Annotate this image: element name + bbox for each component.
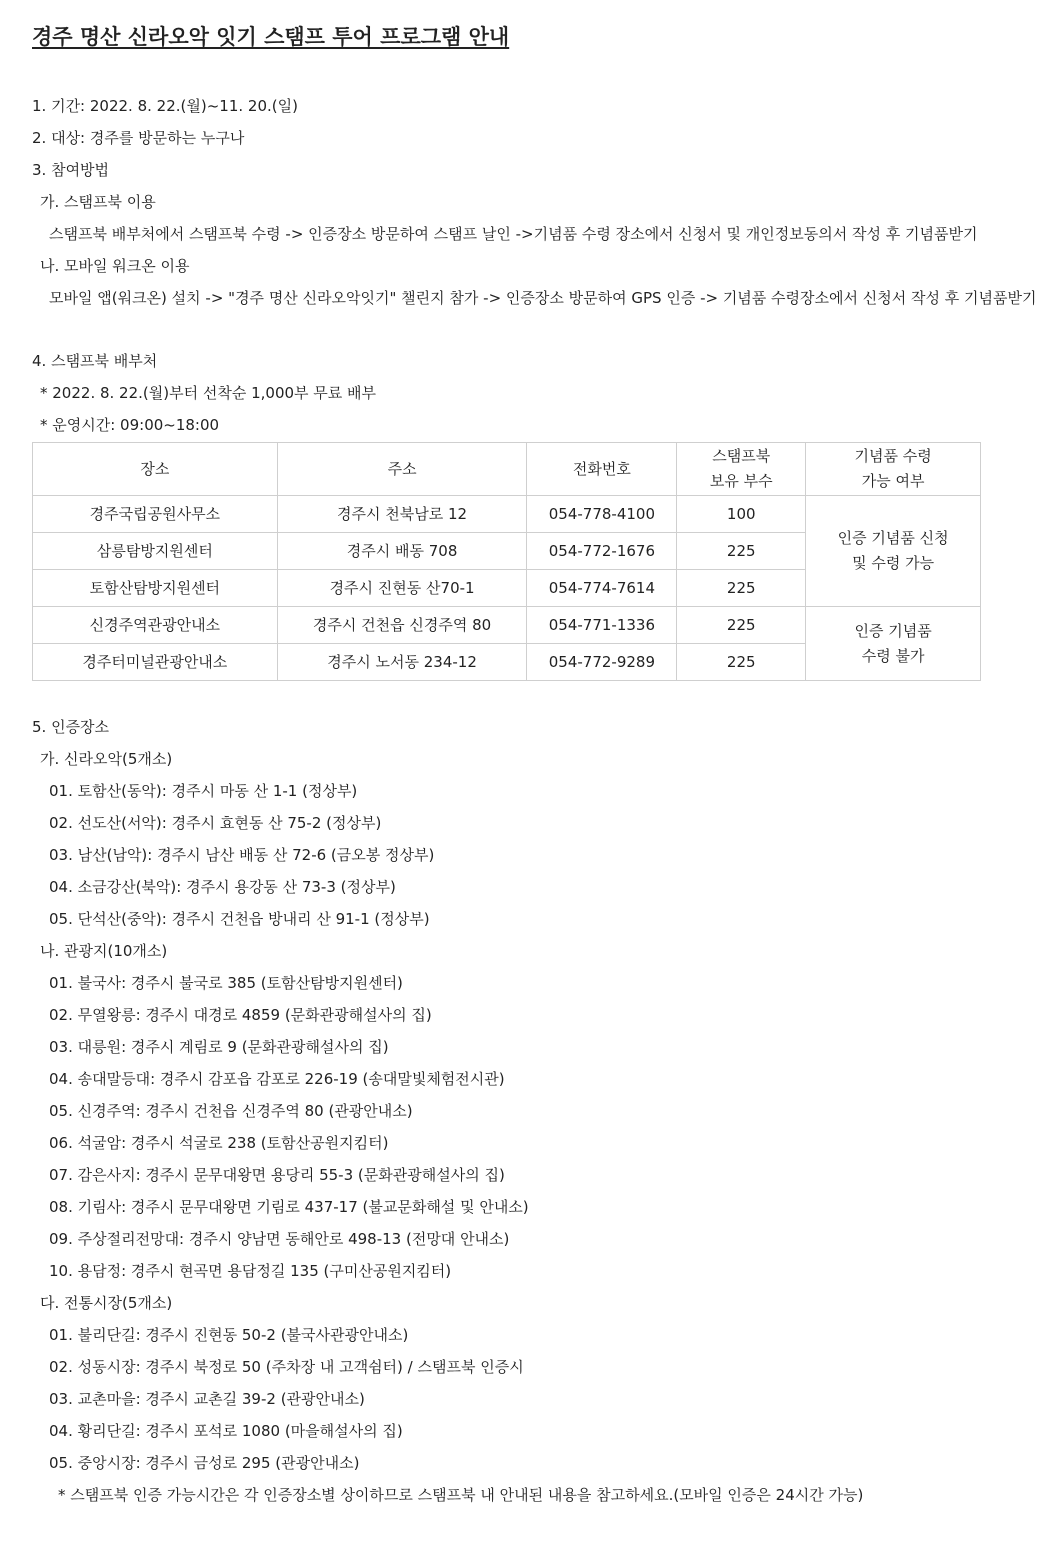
col-header-place: 장소 [33,443,278,496]
list-item: 08. 기림사: 경주시 문무대왕면 기림로 437-17 (불교문화해설 및 안내소) [49,1198,529,1216]
target-line: 2. 대상: 경주를 방문하는 누구나 [32,129,245,147]
cell-place: 경주터미널관광안내소 [33,644,278,681]
period-line: 1. 기간: 2022. 8. 22.(월)~11. 20.(일) [32,97,298,115]
list-item: 10. 용담정: 경주시 현곡면 용담정길 135 (구미산공원지킴터) [49,1262,452,1280]
list-item: 05. 단석산(중악): 경주시 건천읍 방내리 산 91-1 (정상부) [49,910,430,928]
list-item: 02. 선도산(서악): 경주시 효현동 산 75-2 (정상부) [49,814,382,832]
list-item: 01. 토함산(동악): 경주시 마동 산 1-1 (정상부) [49,782,358,800]
list-item: 01. 불리단길: 경주시 진현동 50-2 (불국사관광안내소) [49,1326,409,1344]
cell-stock: 100 [677,496,806,533]
list-item: 01. 불국사: 경주시 불국로 385 (토함산탐방지원센터) [49,974,403,992]
participation-heading: 3. 참여방법 [32,161,110,179]
cell-place: 경주국립공원사무소 [33,496,278,533]
cell-phone: 054-772-9289 [527,644,677,681]
cell-stock: 225 [677,570,806,607]
list-item: 03. 교촌마을: 경주시 교촌길 39-2 (관광안내소) [49,1390,365,1408]
footnote: * 스탬프북 인증 가능시간은 각 인증장소별 상이하므로 스탬프북 내 안내된 내용을 참고하세요.(모바일 인증은 24시간 가능) [58,1486,864,1504]
cell-address: 경주시 건천읍 신경주역 80 [277,607,527,644]
cell-souvenir-available: 인증 기념품 신청 및 수령 가능 [806,496,981,607]
list-item: 05. 중앙시장: 경주시 금성로 295 (관광안내소) [49,1454,360,1472]
mobile-method-heading: 나. 모바일 워크온 이용 [40,257,190,275]
list-item: 09. 주상절리전망대: 경주시 양남면 동해안로 498-13 (전망대 안내소) [49,1230,510,1248]
stampbook-method-heading: 가. 스탬프북 이용 [40,193,156,211]
cell-address: 경주시 진현동 산70-1 [277,570,527,607]
list-item: 05. 신경주역: 경주시 건천읍 신경주역 80 (관광안내소) [49,1102,413,1120]
cell-stock: 225 [677,644,806,681]
list-item: 02. 무열왕릉: 경주시 대경로 4859 (문화관광해설사의 집) [49,1006,432,1024]
table-header-row [33,443,981,496]
list-item: 04. 황리단길: 경주시 포석로 1080 (마을해설사의 집) [49,1422,403,1440]
cell-souvenir-unavailable: 인증 기념품 수령 불가 [806,607,981,681]
cell-address: 경주시 노서동 234-12 [277,644,527,681]
group-label-attractions: 나. 관광지(10개소) [40,942,168,960]
list-item: 04. 소금강산(북악): 경주시 용강동 산 73-3 (정상부) [49,878,396,896]
mobile-method-text: 모바일 앱(워크온) 설치 -> "경주 명산 신라오악잇기" 챌린지 참가 -> 인증장소 방문하여 GPS 인증 -> 기념품 수령장소에서 신청서 작성 후 기념품받기 [49,289,1037,307]
cell-phone: 054-772-1676 [527,533,677,570]
cell-address: 경주시 배동 708 [277,533,527,570]
cell-phone: 054-774-7614 [527,570,677,607]
distribution-heading: 4. 스탬프북 배부처 [32,352,158,370]
stampbook-method-text: 스탬프북 배부처에서 스탬프북 수령 -> 인증장소 방문하여 스탬프 날인 ->기념품 수령 장소에서 신청서 및 개인정보동의서 작성 후 기념품받기 [49,225,978,243]
list-item: 03. 남산(남악): 경주시 남산 배동 산 72-6 (금오봉 정상부) [49,846,435,864]
cell-place: 삼릉탐방지원센터 [33,533,278,570]
certification-heading: 5. 인증장소 [32,718,110,736]
cell-place: 신경주역관광안내소 [33,607,278,644]
distribution-table [32,442,981,681]
cell-stock: 225 [677,607,806,644]
list-item: 07. 감은사지: 경주시 문무대왕면 용당리 55-3 (문화관광해설사의 집) [49,1166,505,1184]
cell-phone: 054-778-4100 [527,496,677,533]
page-title: 경주 명산 신라오악 잇기 스탬프 투어 프로그램 안내 [32,25,510,49]
col-header-address: 주소 [277,443,527,496]
group-label-mountains: 가. 신라오악(5개소) [40,750,173,768]
table-row [33,496,981,533]
list-item: 04. 송대말등대: 경주시 감포읍 감포로 226-19 (송대말빛체험전시관) [49,1070,505,1088]
mobile-method-text-block [32,282,1042,314]
spacer [32,314,1039,345]
list-item: 03. 대릉원: 경주시 계림로 9 (문화관광해설사의 집) [49,1038,389,1056]
cell-phone: 054-771-1336 [527,607,677,644]
distribution-note-1: * 2022. 8. 22.(월)부터 선착순 1,000부 무료 배부 [40,384,377,402]
spacer [32,681,1039,711]
col-header-souvenir: 기념품 수령 가능 여부 [806,443,981,496]
distribution-note-2: * 운영시간: 09:00~18:00 [40,416,220,434]
group-label-markets: 다. 전통시장(5개소) [40,1294,173,1312]
col-header-phone: 전화번호 [527,443,677,496]
list-item: 06. 석굴암: 경주시 석굴로 238 (토함산공원지킴터) [49,1134,389,1152]
cell-address: 경주시 천북남로 12 [277,496,527,533]
cell-stock: 225 [677,533,806,570]
table-row [33,607,981,644]
col-header-stock: 스탬프북 보유 부수 [677,443,806,496]
list-item: 02. 성동시장: 경주시 북정로 50 (주차장 내 고객쉼터) / 스탬프북 인증시 [49,1358,524,1376]
cell-place: 토함산탐방지원센터 [33,570,278,607]
